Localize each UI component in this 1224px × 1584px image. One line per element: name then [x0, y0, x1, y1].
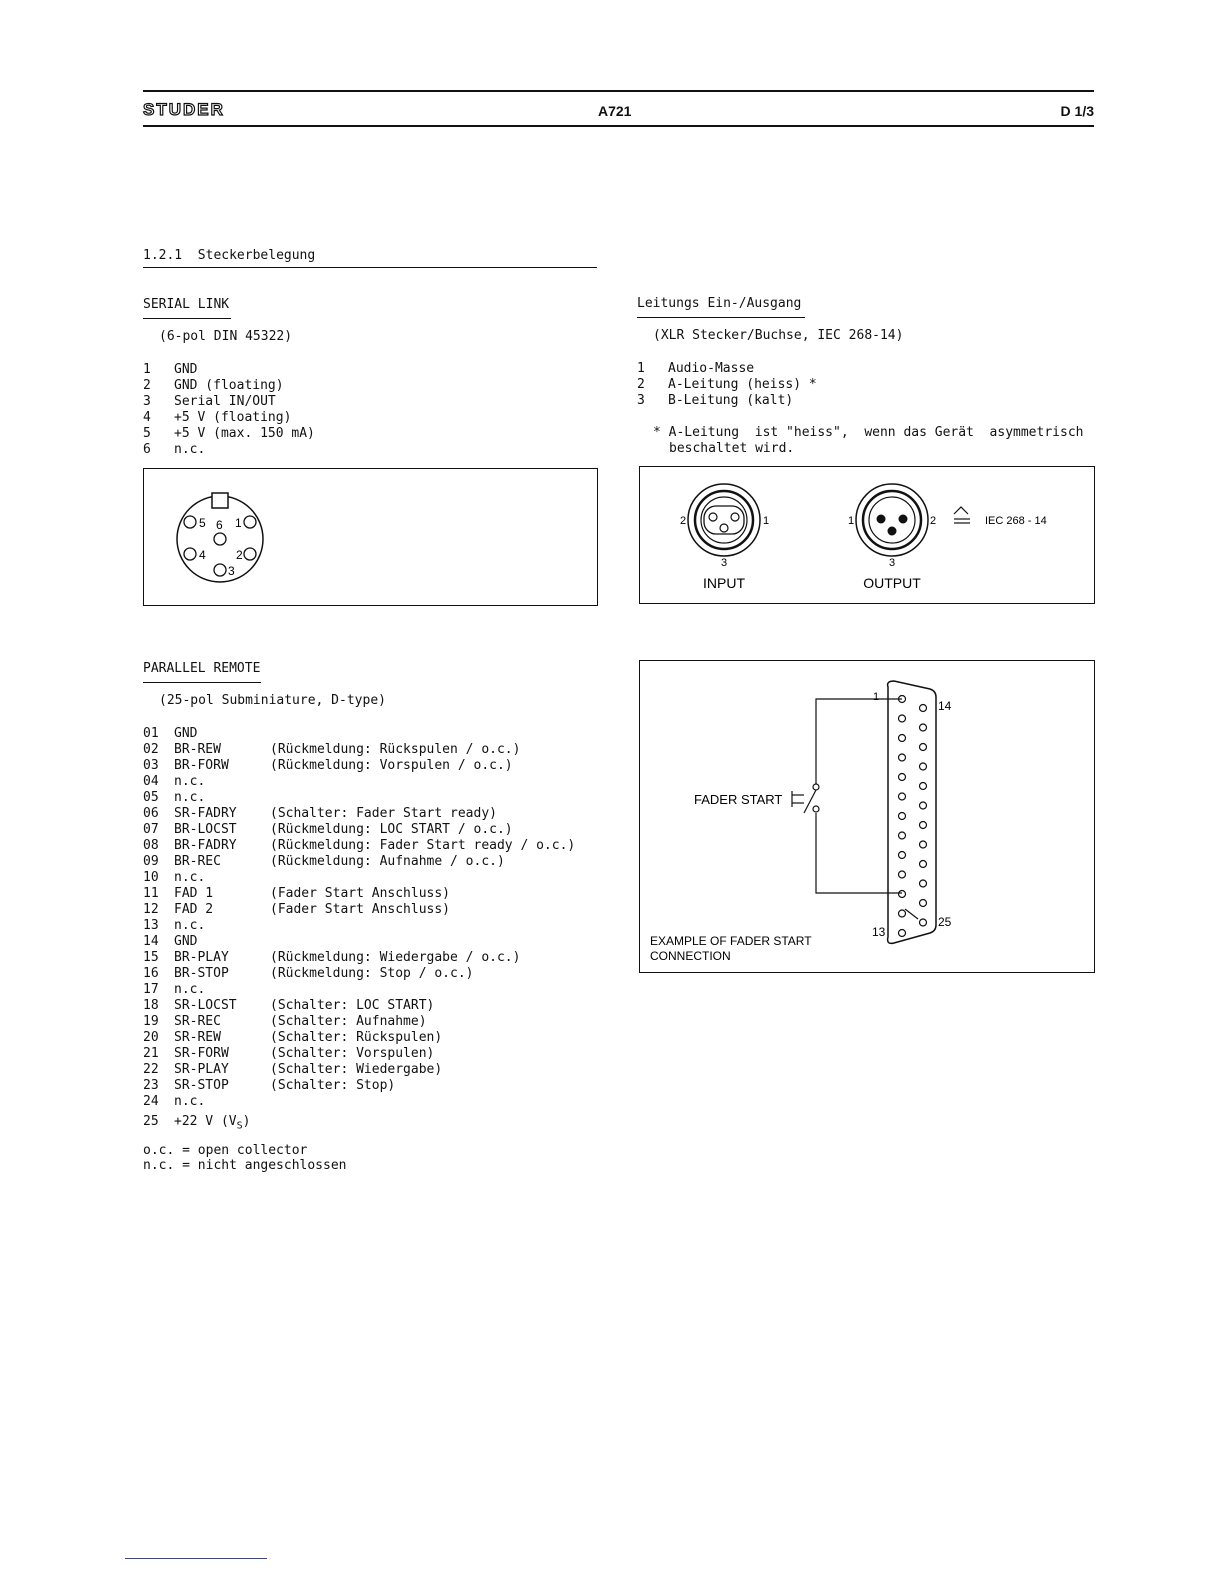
pin-number: 2: [637, 377, 645, 392]
pin-signal: GND: [174, 934, 198, 949]
section-title: Steckerbelegung: [197, 248, 316, 263]
line-io-pin-list: [637, 361, 817, 409]
xlr-input-pin-1: 1: [763, 515, 770, 527]
line-io-note-1: * A-Leitung ist "heiss", wenn das Gerät asymmetrisch: [653, 425, 1084, 440]
line-io-subtitle: (XLR Stecker/Buchse, IEC 268-14): [653, 328, 904, 343]
equivalence-icon: [954, 507, 970, 523]
pin-number: 01: [143, 726, 159, 741]
pin-signal: BR-LOCST: [174, 822, 237, 837]
dsub-pin: [920, 763, 927, 770]
pin-description: (Schalter: Wiedergabe): [270, 1062, 443, 1077]
line-io-underline: [637, 317, 805, 318]
dsub-pin: [899, 813, 906, 820]
parallel-remote-subtitle: (25-pol Subminiature, D-type): [159, 693, 386, 708]
pin-signal: BR-STOP: [174, 966, 229, 981]
dsub-pin-label-1: 1: [873, 691, 880, 703]
pin-row: [143, 774, 575, 790]
pin-signal: GND: [174, 362, 198, 377]
pin-signal: BR-REW: [174, 742, 221, 757]
pin-signal: n.c.: [174, 790, 206, 805]
xlr-output-connector: [856, 484, 928, 556]
din-pin-label-1: 1: [235, 516, 242, 530]
dsub-pin: [899, 910, 906, 917]
pin-row: [143, 886, 575, 902]
pin-row: [143, 742, 575, 758]
pin-row: [143, 1046, 575, 1062]
dsub-pin: [920, 861, 927, 868]
pin-number: 13: [143, 918, 159, 933]
pin-row: [143, 854, 575, 870]
pin-number: 4: [143, 410, 151, 425]
pin-signal: n.c.: [174, 1094, 206, 1109]
pin-row: [143, 934, 575, 950]
dsub-pin: [899, 735, 906, 742]
xlr-output-pin-1: 1: [848, 515, 855, 527]
pin-number: 15: [143, 950, 159, 965]
pin-signal: BR-PLAY: [174, 950, 229, 965]
din-pin-label-3: 3: [228, 564, 235, 578]
legend-open-collector: o.c. = open collector: [143, 1143, 308, 1158]
xlr-input-pin-2: 2: [680, 515, 687, 527]
pin-signal: GND (floating): [174, 378, 284, 393]
footer-rule: [125, 1558, 267, 1559]
pin-row: [143, 410, 315, 426]
xlr-connectors-drawing: [640, 467, 1094, 603]
pin-description: (Schalter: Vorspulen): [270, 1046, 435, 1061]
dsub-pin: [899, 871, 906, 878]
fader-start-caption-1: EXAMPLE OF FADER START: [650, 934, 812, 948]
dsub-pin: [899, 754, 906, 761]
pin-number: 04: [143, 774, 159, 789]
serial-link-diagram: [143, 468, 598, 606]
dsub-pin: [899, 852, 906, 859]
pin-description: (Schalter: Stop): [270, 1078, 396, 1093]
xlr-input-pin-3: 3: [721, 557, 728, 569]
pin-signal: n.c.: [174, 442, 206, 457]
pin-row: [143, 1014, 575, 1030]
pin-number: 5: [143, 426, 151, 441]
pin-row: [143, 822, 575, 838]
pin-row: [143, 726, 575, 742]
pin-number: 23: [143, 1078, 159, 1093]
pin-row: [143, 1062, 575, 1078]
pin-25-signal-end: ): [242, 1114, 251, 1129]
pin-row: [143, 982, 575, 998]
pin-row: [143, 918, 575, 934]
pin-signal: SR-PLAY: [174, 1062, 229, 1077]
pin-signal: n.c.: [174, 918, 206, 933]
pin-signal: BR-FORW: [174, 758, 229, 773]
dsub-pin: [920, 802, 927, 809]
pin-number: 10: [143, 870, 159, 885]
pin-row: [143, 966, 575, 982]
pin-row: [143, 790, 575, 806]
dsub-pin: [920, 705, 927, 712]
pin-signal: SR-STOP: [174, 1078, 229, 1093]
iec-standard-label: IEC 268 - 14: [985, 515, 1047, 527]
pin-row: [143, 442, 315, 458]
pin-number: 05: [143, 790, 159, 805]
pin-number: 06: [143, 806, 159, 821]
dsub-pin: [899, 793, 906, 800]
pin-signal: SR-FORW: [174, 1046, 229, 1061]
pin-25-signal-subscript: S: [236, 1120, 243, 1132]
dsub-pin-label-13: 13: [872, 925, 886, 939]
pin-description: (Rückmeldung: Rückspulen / o.c.): [270, 742, 521, 757]
din-pin-label-5: 5: [199, 516, 206, 530]
pin-row: [143, 902, 575, 918]
dsub-pin: [920, 841, 927, 848]
line-io-note-2: beschaltet wird.: [669, 441, 795, 456]
section-heading: [143, 248, 315, 263]
pin-signal: Audio-Masse: [668, 361, 755, 376]
pin-description: (Rückmeldung: LOC START / o.c.): [270, 822, 513, 837]
serial-link-subtitle: (6-pol DIN 45322): [159, 329, 293, 344]
pin-number: 12: [143, 902, 159, 917]
pin-row: [143, 378, 315, 394]
section-number: 1.2.1: [143, 248, 183, 263]
pin-description: (Fader Start Anschluss): [270, 902, 451, 917]
page-number: D 1/3: [1060, 103, 1094, 119]
pin-row: [143, 426, 315, 442]
pin-row: [143, 806, 575, 822]
pin-signal: n.c.: [174, 774, 206, 789]
pin-row: [143, 394, 315, 410]
pin-number: 19: [143, 1014, 159, 1029]
pin-description: (Schalter: LOC START): [270, 998, 435, 1013]
dsub-pin: [920, 919, 927, 926]
pin-row: [143, 998, 575, 1014]
din-pin-label-4: 4: [199, 548, 206, 562]
pin-description: (Rückmeldung: Stop / o.c.): [270, 966, 474, 981]
parallel-remote-pin-list: [143, 726, 575, 1110]
pin-description: (Schalter: Aufnahme): [270, 1014, 427, 1029]
model-number: A721: [598, 103, 632, 119]
line-io-title: Leitungs Ein-/Ausgang: [637, 296, 802, 311]
pin-number: 20: [143, 1030, 159, 1045]
pin-number: 08: [143, 838, 159, 853]
pin-signal: n.c.: [174, 870, 206, 885]
header-top-rule: [143, 90, 1094, 92]
pin-signal: FAD 2: [174, 902, 214, 917]
pin-row: [143, 838, 575, 854]
xlr-diagram: [639, 466, 1095, 604]
pin-number: 07: [143, 822, 159, 837]
pin-25-row: [143, 1114, 250, 1135]
pin-signal: SR-FADRY: [174, 806, 237, 821]
pin-row: [143, 950, 575, 966]
dsub-pin: [899, 930, 906, 937]
pin-row: [143, 758, 575, 774]
section-underline: [143, 267, 597, 268]
fader-start-label: FADER START: [694, 792, 783, 807]
pin-number: 14: [143, 934, 159, 949]
dsub-pin-array: [899, 696, 927, 937]
pin-signal: GND: [174, 726, 198, 741]
pin-number: 6: [143, 442, 151, 457]
pin-row: [143, 1094, 575, 1110]
xlr-input-connector: [688, 484, 760, 556]
pin-signal: BR-REC: [174, 854, 221, 869]
dsub-connector-drawing: [640, 661, 1094, 972]
pin-row: [143, 870, 575, 886]
pin-number: 24: [143, 1094, 159, 1109]
pin-number: 03: [143, 758, 159, 773]
dsub-pin-label-25: 25: [938, 915, 952, 929]
serial-link-title: SERIAL LINK: [143, 297, 230, 312]
dsub-pin: [920, 744, 927, 751]
pin-signal: B-Leitung (kalt): [668, 393, 794, 408]
pin-number: 21: [143, 1046, 159, 1061]
pin-description: (Fader Start Anschluss): [270, 886, 451, 901]
dsub-pin: [920, 724, 927, 731]
pin-number: 3: [143, 394, 151, 409]
pin-description: (Rückmeldung: Aufnahme / o.c.): [270, 854, 505, 869]
fader-start-diagram: [639, 660, 1095, 973]
pin-description: (Rückmeldung: Fader Start ready / o.c.): [270, 838, 576, 853]
dsub-pin: [920, 900, 927, 907]
pin-description: (Schalter: Rückspulen): [270, 1030, 443, 1045]
pin-signal: Serial IN/OUT: [174, 394, 276, 409]
pin-number: 1: [143, 362, 151, 377]
pin-number: 3: [637, 393, 645, 408]
dsub-pin: [899, 715, 906, 722]
pin-number: 18: [143, 998, 159, 1013]
pin-signal: SR-REC: [174, 1014, 221, 1029]
pin-row: [637, 361, 817, 377]
pin-25-signal: +22 V (V: [174, 1114, 237, 1129]
header-bottom-rule: [143, 125, 1094, 127]
dsub-pin: [920, 880, 927, 887]
xlr-output-pin-3: 3: [889, 557, 896, 569]
pin-signal: +5 V (max. 150 mA): [174, 426, 315, 441]
legend-not-connected: n.c. = nicht angeschlossen: [143, 1158, 347, 1173]
pin-signal: BR-FADRY: [174, 838, 237, 853]
pin-number: 02: [143, 742, 159, 757]
serial-link-pin-list: [143, 362, 315, 458]
dsub-pin-label-14: 14: [938, 699, 952, 713]
pin-row: [143, 362, 315, 378]
pin-signal: FAD 1: [174, 886, 214, 901]
pin-row: [637, 393, 817, 409]
pin-row: [143, 1078, 575, 1094]
pin-number: 22: [143, 1062, 159, 1077]
pin-number: 2: [143, 378, 151, 393]
parallel-remote-underline: [143, 682, 261, 683]
din-pin-label-2: 2: [236, 548, 243, 562]
pin-number: 17: [143, 982, 159, 997]
pin-number: 09: [143, 854, 159, 869]
dsub-pin: [920, 783, 927, 790]
dsub-pin: [899, 891, 906, 898]
pin-number: 11: [143, 886, 159, 901]
brand-logo: STUDER: [143, 100, 225, 119]
pin-signal: A-Leitung (heiss) *: [668, 377, 817, 392]
pin-row: [143, 1030, 575, 1046]
din-pin-label-6: 6: [216, 518, 223, 532]
dsub-pin: [920, 822, 927, 829]
pin-number: 1: [637, 361, 645, 376]
pin-description: (Schalter: Fader Start ready): [270, 806, 497, 821]
pin-row: [637, 377, 817, 393]
fader-start-caption-2: CONNECTION: [650, 949, 731, 963]
dsub-pin: [899, 774, 906, 781]
pin-signal: SR-REW: [174, 1030, 221, 1045]
xlr-output-label: OUTPUT: [863, 575, 921, 591]
din-connector-drawing: [144, 469, 597, 605]
pin-signal: +5 V (floating): [174, 410, 292, 425]
pin-description: (Rückmeldung: Vorspulen / o.c.): [270, 758, 513, 773]
serial-link-underline: [143, 318, 231, 319]
pin-signal: SR-LOCST: [174, 998, 237, 1013]
pin-description: (Rückmeldung: Wiedergabe / o.c.): [270, 950, 521, 965]
pin-25-number: 25: [143, 1114, 159, 1129]
xlr-input-label: INPUT: [703, 575, 745, 591]
pin-signal: n.c.: [174, 982, 206, 997]
parallel-remote-title: PARALLEL REMOTE: [143, 661, 261, 676]
xlr-output-pin-2: 2: [930, 515, 937, 527]
pin-number: 16: [143, 966, 159, 981]
dsub-pin: [899, 832, 906, 839]
